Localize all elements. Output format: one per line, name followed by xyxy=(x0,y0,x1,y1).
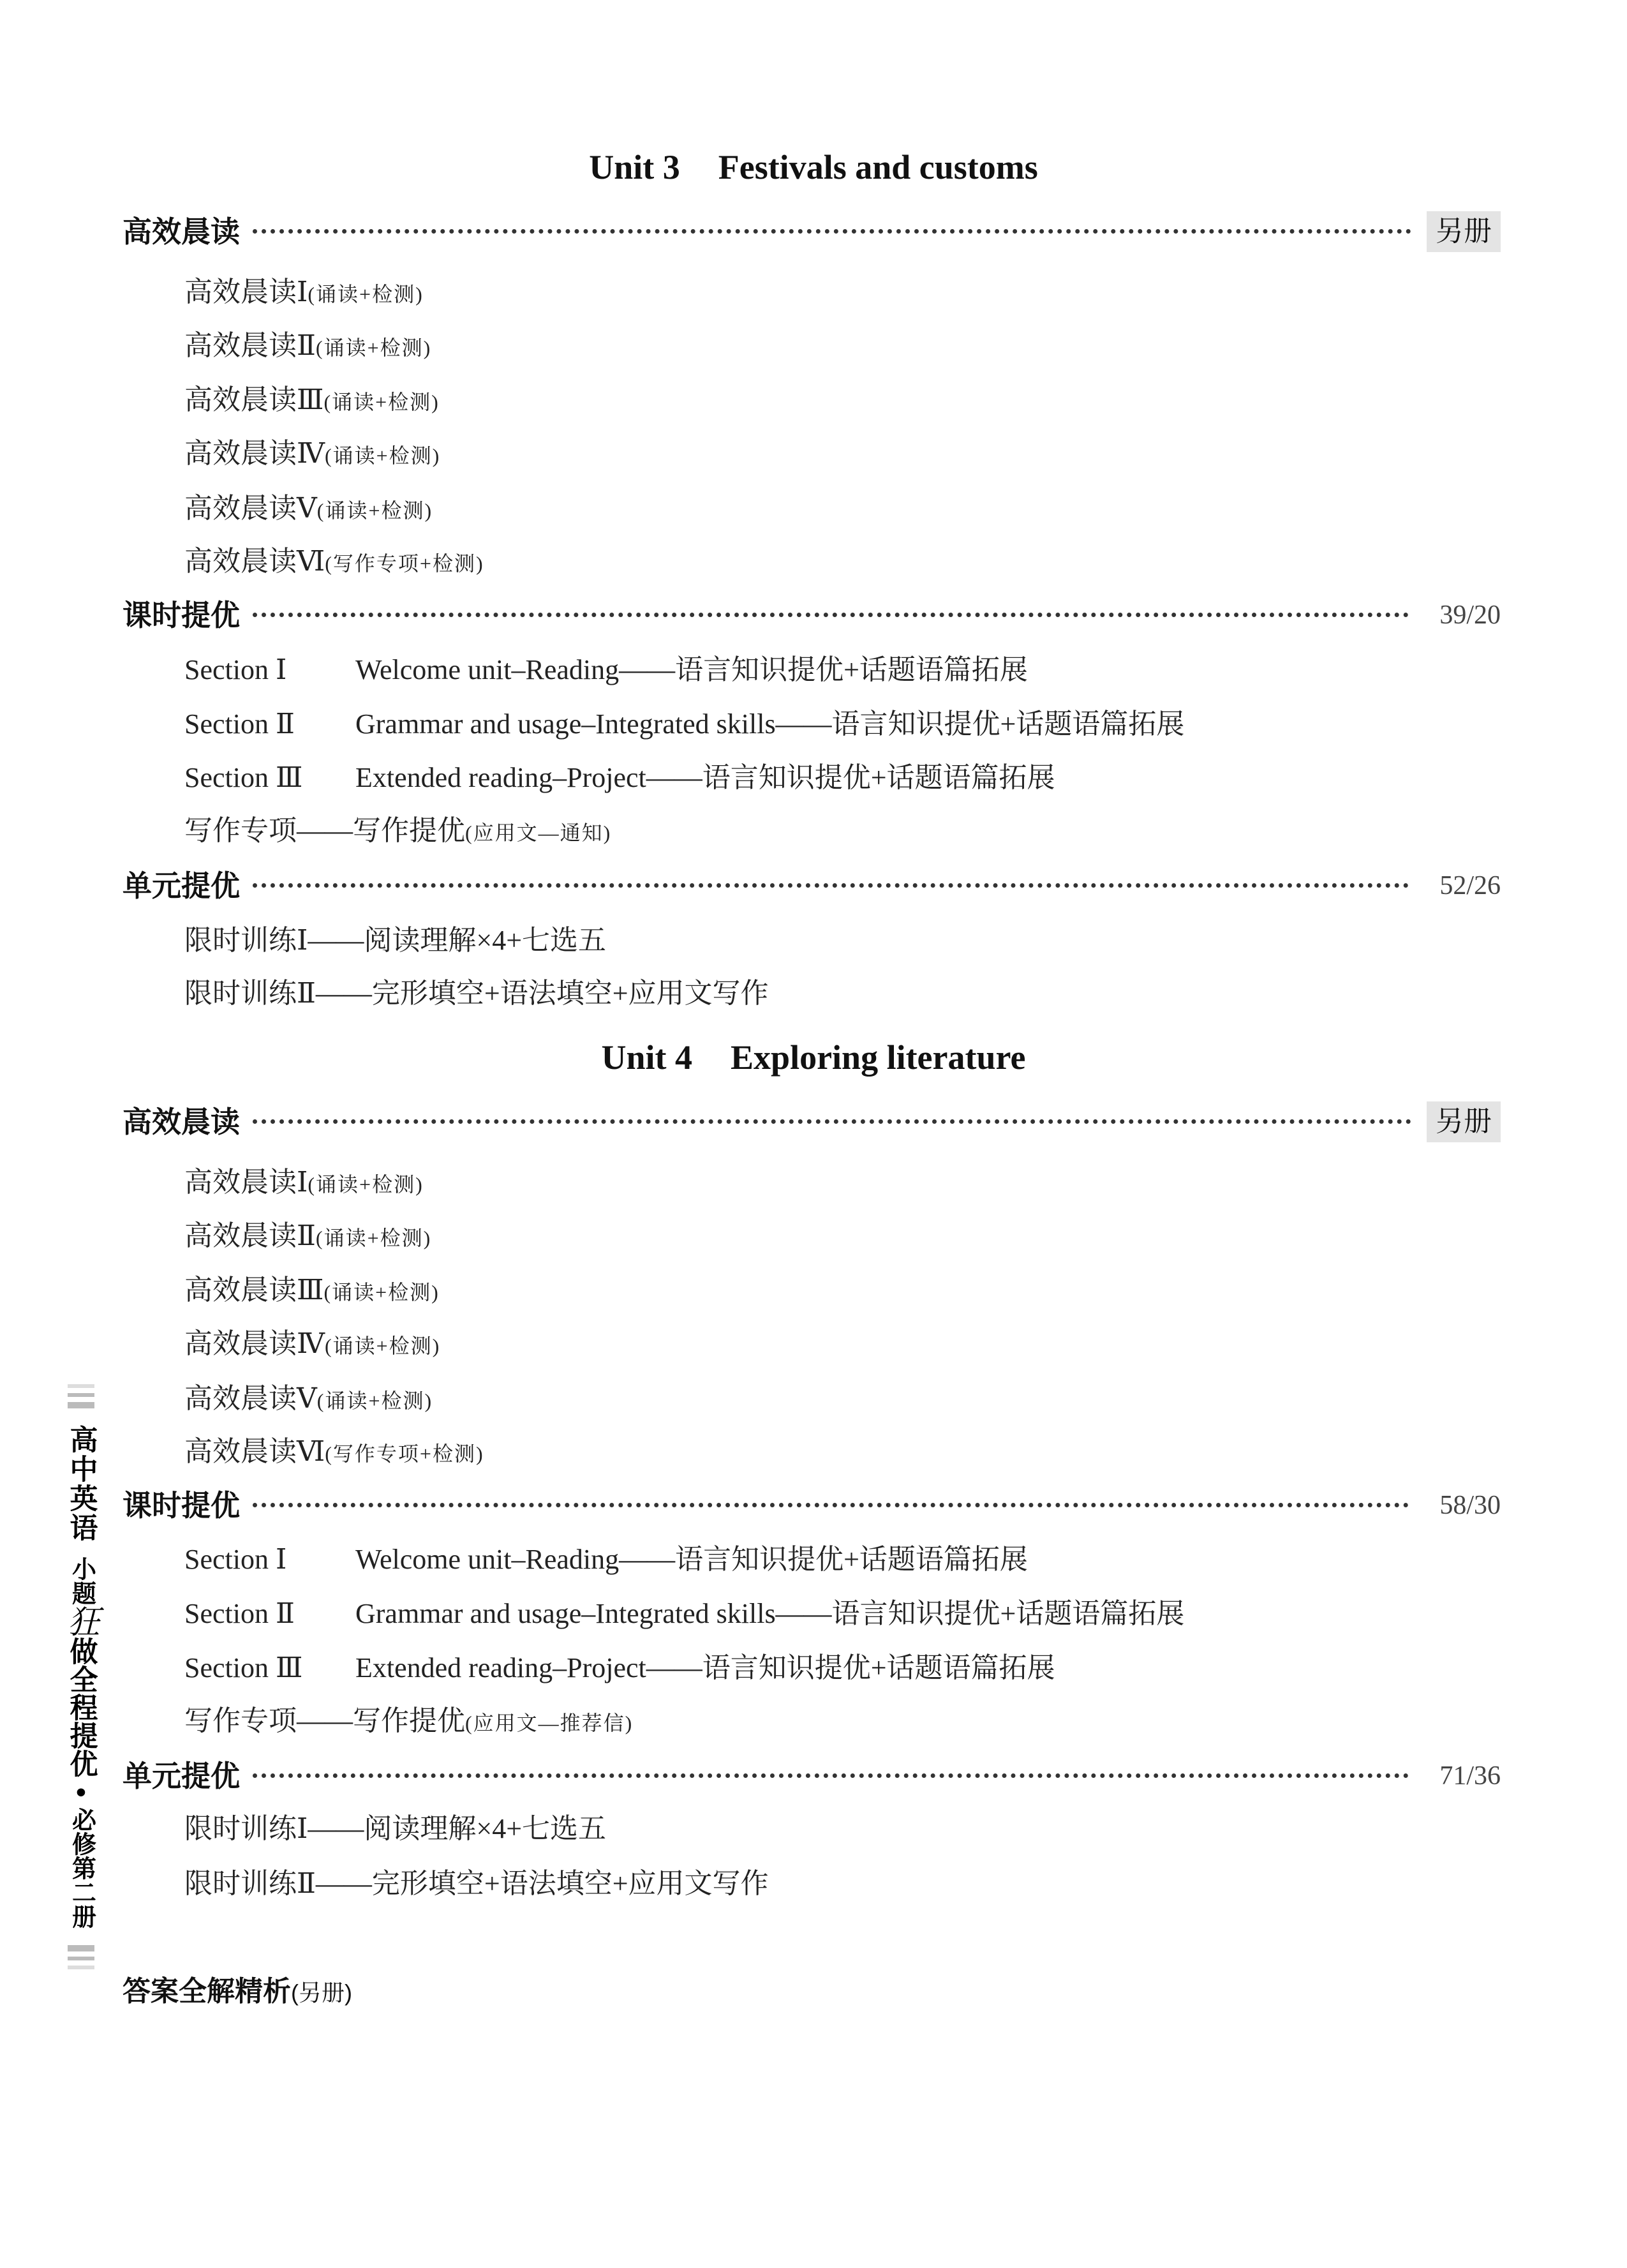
item-title: 高效晨读Ⅰ xyxy=(184,1167,308,1198)
side-title-series-2: 做全程提优 xyxy=(65,1637,97,1777)
answers-label: 答案全解精析 xyxy=(123,1976,291,2007)
item-title: Extended reading–Project——语言知识提优+话题语篇拓展 xyxy=(355,762,1055,793)
unit-title xyxy=(0,1032,1627,1083)
section-label: 高效晨读 xyxy=(123,215,240,248)
item-title: 高效晨读Ⅴ xyxy=(184,493,317,524)
item-title: 限时训练Ⅱ——完形填空+语法填空+应用文写作 xyxy=(184,1868,769,1899)
item-title: 高效晨读Ⅲ xyxy=(184,384,324,415)
item-title: 高效晨读Ⅴ xyxy=(184,1383,317,1414)
toc-item[interactable] xyxy=(184,1318,1627,1369)
toc-item[interactable] xyxy=(184,645,1627,696)
decor-bar xyxy=(68,1966,94,1969)
page-number: 58/30 xyxy=(1439,1491,1501,1520)
dot-leader xyxy=(253,229,1411,234)
unit-name: Exploring literature xyxy=(731,1038,1026,1077)
item-note: (诵读+检测) xyxy=(316,1389,433,1412)
toc-header-unit-review[interactable] xyxy=(123,860,1501,911)
page-number: 52/26 xyxy=(1439,871,1501,900)
section-number: Section Ⅱ xyxy=(184,708,295,740)
item-title: Grammar and usage–Integrated skills——语言知识提优+话题语篇拓展 xyxy=(355,708,1185,740)
side-title-logo: 狂 xyxy=(63,1605,100,1637)
item-title: 高效晨读Ⅵ xyxy=(184,1436,325,1467)
item-note: (诵读+检测) xyxy=(324,444,441,467)
item-note: (诵读+检测) xyxy=(308,1173,424,1196)
section-number: Section Ⅰ xyxy=(184,1544,287,1575)
toc-item[interactable] xyxy=(184,915,1627,966)
dot-leader xyxy=(253,1773,1409,1778)
item-title: 高效晨读Ⅳ xyxy=(184,438,325,469)
item-title: 高效晨读Ⅱ xyxy=(184,330,316,361)
toc-item[interactable] xyxy=(184,1803,1627,1854)
page-badge: 另册 xyxy=(1427,1101,1501,1142)
unit-title xyxy=(0,142,1627,193)
toc-item[interactable] xyxy=(184,1157,1627,1208)
section-label: 课时提优 xyxy=(123,1489,240,1522)
toc-item[interactable] xyxy=(184,1643,1627,1694)
item-title: 写作专项——写作提优 xyxy=(184,815,465,846)
section-label: 高效晨读 xyxy=(123,1105,240,1138)
page-number: 39/20 xyxy=(1439,601,1501,630)
dot-leader xyxy=(253,613,1409,617)
toc-item[interactable] xyxy=(184,320,1627,371)
item-note: (应用文—通知) xyxy=(465,821,612,844)
toc-item[interactable] xyxy=(184,1696,1627,1747)
item-note: (诵读+检测) xyxy=(324,1334,441,1357)
toc-item[interactable] xyxy=(184,1858,1627,1909)
unit-number: Unit 3 xyxy=(589,148,680,186)
toc-header-unit-review[interactable] xyxy=(123,1750,1501,1802)
dot-leader xyxy=(253,1503,1409,1507)
toc-item[interactable] xyxy=(184,805,1627,856)
dot-leader xyxy=(253,1119,1411,1124)
item-note: (诵读+检测) xyxy=(316,499,433,522)
toc-header-morning-reading[interactable] xyxy=(123,206,1501,257)
dot-leader xyxy=(253,883,1409,888)
item-note: (写作专项+检测) xyxy=(325,552,484,575)
item-title: Welcome unit–Reading——语言知识提优+话题语篇拓展 xyxy=(355,654,1028,685)
toc-item[interactable] xyxy=(184,375,1627,426)
decor-bar xyxy=(68,1393,94,1397)
item-title: 高效晨读Ⅵ xyxy=(184,546,325,577)
section-label: 单元提优 xyxy=(123,869,240,902)
toc-item[interactable] xyxy=(184,1211,1627,1262)
decor-bar xyxy=(68,1384,94,1388)
item-note: (诵读+检测) xyxy=(315,1227,432,1250)
toc-item[interactable] xyxy=(184,267,1627,318)
page-badge: 另册 xyxy=(1427,211,1501,252)
unit-number: Unit 4 xyxy=(601,1038,693,1077)
item-note: (写作专项+检测) xyxy=(325,1442,484,1465)
toc-item[interactable] xyxy=(184,1588,1627,1639)
item-title: 高效晨读Ⅱ xyxy=(184,1220,316,1251)
section-label: 单元提优 xyxy=(123,1759,240,1793)
section-number: Section Ⅱ xyxy=(184,1598,295,1629)
toc-header-morning-reading[interactable] xyxy=(123,1096,1501,1147)
item-title: 高效晨读Ⅰ xyxy=(184,276,308,308)
item-title: Grammar and usage–Integrated skills——语言知识提优+话题语篇拓展 xyxy=(355,1598,1185,1629)
item-title: 限时训练Ⅰ——阅读理解×4+七选五 xyxy=(184,1813,607,1844)
section-number: Section Ⅲ xyxy=(184,1652,303,1683)
side-book-title xyxy=(64,1382,98,1972)
item-title: Extended reading–Project——语言知识提优+话题语篇拓展 xyxy=(355,1652,1055,1683)
item-note: (诵读+检测) xyxy=(308,283,424,306)
toc-item[interactable] xyxy=(184,483,1627,534)
item-note: (应用文—推荐信) xyxy=(465,1712,634,1735)
toc-header-lessons[interactable] xyxy=(123,1480,1501,1531)
unit-name: Festivals and customs xyxy=(718,148,1038,186)
section-number: Section Ⅲ xyxy=(184,762,303,793)
side-title-volume: 必修第二册 xyxy=(68,1807,95,1929)
section-number: Section Ⅰ xyxy=(184,654,287,685)
decor-bar xyxy=(68,1402,94,1408)
side-title-dot: • xyxy=(76,1777,86,1808)
decor-bar xyxy=(68,1957,94,1960)
item-title: 高效晨读Ⅲ xyxy=(184,1274,324,1306)
toc-item[interactable] xyxy=(184,536,1627,587)
section-label: 课时提优 xyxy=(123,599,240,632)
decor-bar xyxy=(68,1945,94,1951)
toc-item[interactable] xyxy=(184,1373,1627,1424)
toc-item[interactable] xyxy=(184,1534,1627,1585)
item-title: 高效晨读Ⅳ xyxy=(184,1328,325,1359)
toc-item[interactable] xyxy=(184,699,1627,750)
side-title-subject: 高中英语 xyxy=(65,1425,97,1542)
page-number: 71/36 xyxy=(1439,1761,1501,1791)
toc-item[interactable] xyxy=(184,1426,1627,1477)
item-title: 限时训练Ⅱ——完形填空+语法填空+应用文写作 xyxy=(184,978,769,1009)
item-title: 写作专项——写作提优 xyxy=(184,1705,465,1736)
item-note: (诵读+检测) xyxy=(323,1281,440,1304)
item-note: (诵读+检测) xyxy=(315,336,432,359)
answers-note: (另册) xyxy=(291,1980,352,2006)
toc-answers[interactable] xyxy=(123,1966,1627,2017)
toc-item[interactable] xyxy=(184,428,1627,479)
item-note: (诵读+检测) xyxy=(323,391,440,414)
toc-item[interactable] xyxy=(184,1265,1627,1316)
toc-item[interactable] xyxy=(184,968,1627,1019)
side-title-series: 小题 xyxy=(68,1556,95,1605)
item-title: Welcome unit–Reading——语言知识提优+话题语篇拓展 xyxy=(355,1544,1028,1575)
toc-header-lessons[interactable] xyxy=(123,590,1501,641)
toc-item[interactable] xyxy=(184,752,1627,803)
item-title: 限时训练Ⅰ——阅读理解×4+七选五 xyxy=(184,925,607,956)
